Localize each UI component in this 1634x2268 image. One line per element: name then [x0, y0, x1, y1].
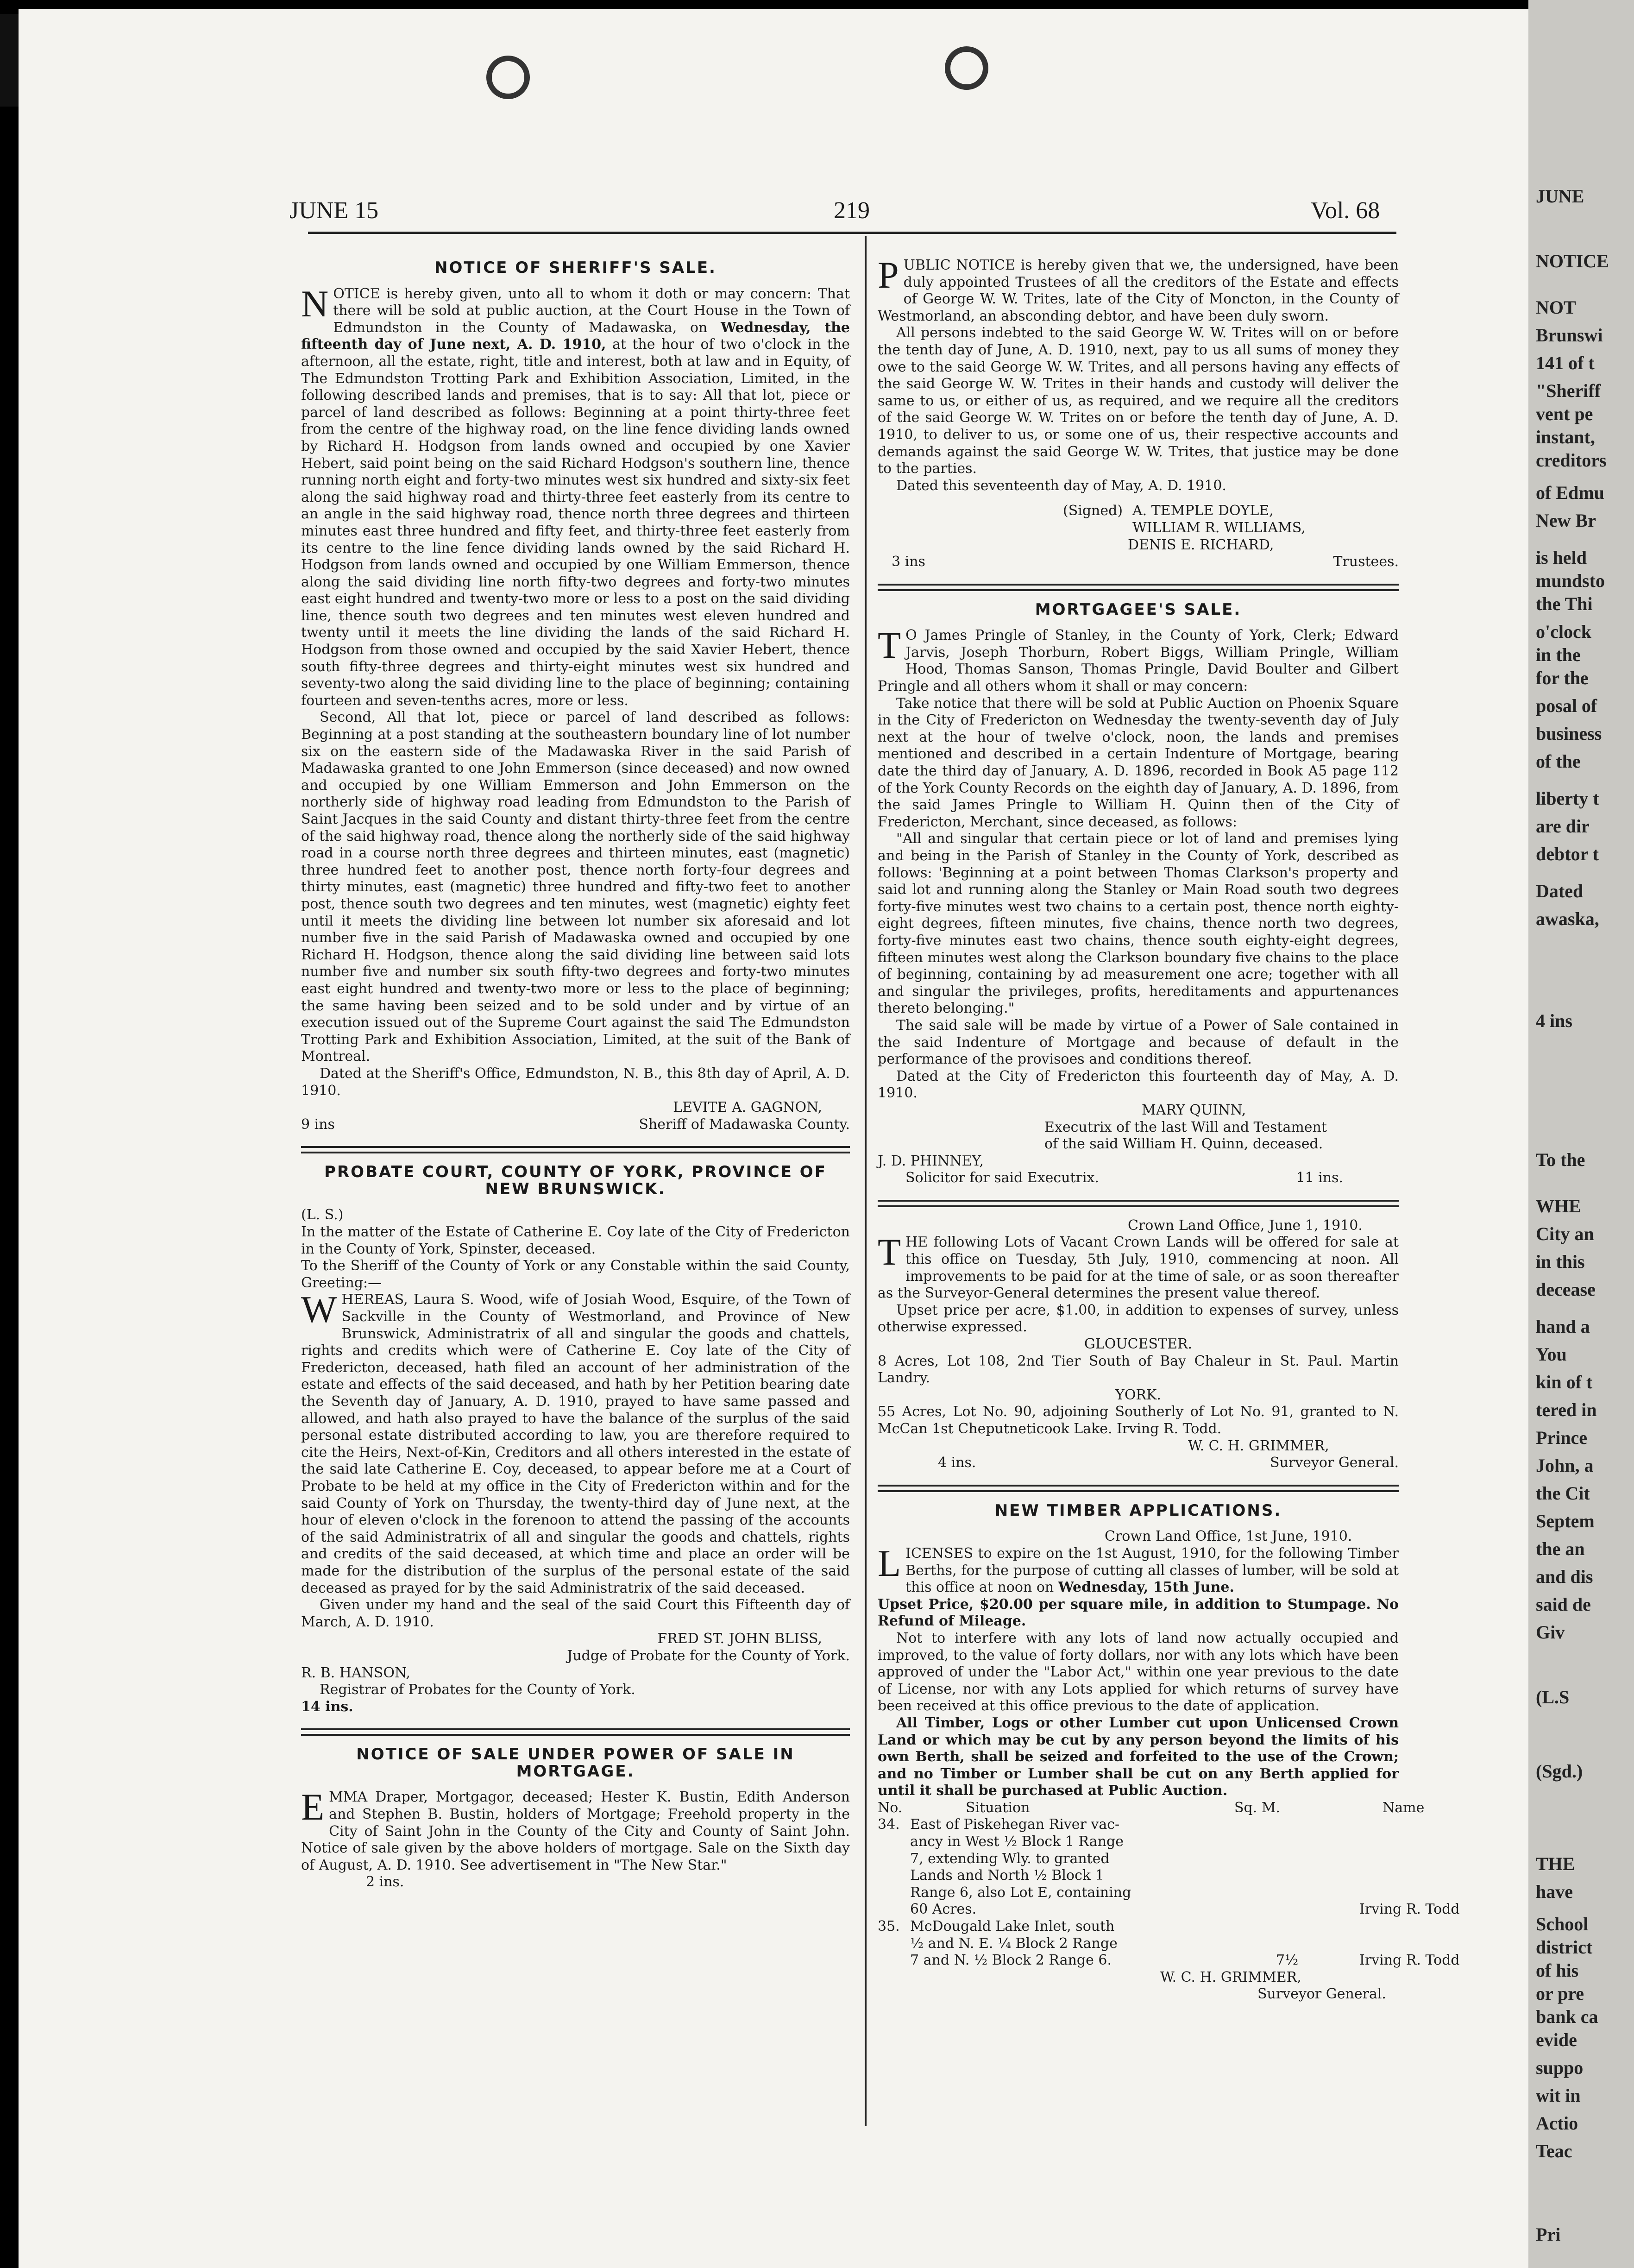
- strip-fragment: the an: [1536, 1538, 1585, 1559]
- crown-lot-2: 55 Acres, Lot No. 90, adjoining Southerly of Lot No. 91, granted to N. McCan 1st Cheputneticook Lake. Irving R. Todd.: [878, 1404, 1399, 1437]
- row-35-name: Irving R. Todd: [1359, 1952, 1460, 1969]
- strip-fragment: New Br: [1536, 510, 1596, 531]
- header-volume: Vol. 68: [1311, 197, 1380, 224]
- col-header-no: No.: [878, 1799, 903, 1816]
- column-divider: [865, 236, 867, 2126]
- timber-para-2: Not to interfere with any lots of land now actually occupied and improved, to the value of forty dollars, nor with any lots which have been approved of under the "Labor Act," within one year previous to the date of License, nor with any Lots applied for which returns of survey have been received at this office previous to the date of application.: [878, 1630, 1399, 1714]
- mortgagee-title: MORTGAGEE'S SALE.: [1035, 600, 1242, 619]
- trustee-3: DENIS E. RICHARD,: [1128, 536, 1274, 553]
- strip-fragment: business: [1536, 723, 1602, 744]
- right-column: [878, 254, 1460, 2003]
- strip-fragment: district: [1536, 1937, 1593, 1958]
- strip-fragment: and dis: [1536, 1566, 1593, 1587]
- crown-body: THE following Lots of Vacant Crown Lands will be offered for sale at this office on Tuesday, 5th July, 1910, commencing at noon. All improvements to be paid for at the time of sale, or as soon thereafter as the Surveyor-General determines the present value thereof.: [878, 1231, 1399, 1302]
- strip-fragment: "Sheriff: [1536, 380, 1601, 401]
- probate-to: To the Sheriff of the County of York or any Constable within the said County, Greeting:—: [301, 1258, 850, 1291]
- timber-warning: All Timber, Logs or other Lumber cut upon Unlicensed Crown Land or which may be cut by any person beyond the limits of his own Berth, shall be seized and forfeited to the use of the Crown; and no Timber or Lumber shall be cut on any Berth applied for until it shall be purchased at Public Auction.: [878, 1714, 1399, 1799]
- strip-fragment: THE: [1536, 1853, 1575, 1874]
- left-column: [301, 259, 850, 1891]
- trustees-label: Trustees.: [1333, 554, 1399, 570]
- timber-signer-title: Surveyor General.: [1257, 1986, 1386, 2003]
- mortgagee-solicitor: J. D. PHINNEY,: [878, 1153, 984, 1169]
- mortgagee-dated: Dated at the City of Fredericton this fourteenth day of May, A. D. 1910.: [878, 1068, 1399, 1102]
- strip-fragment: hand a: [1536, 1316, 1590, 1337]
- crown-ins: 4 ins.: [938, 1455, 976, 1471]
- strip-fragment: in the: [1536, 644, 1581, 665]
- row-34-sqm: [1197, 1816, 1318, 1918]
- strip-fragment: posal of: [1536, 695, 1597, 716]
- strip-fragment: (Sgd.): [1536, 1761, 1583, 1782]
- strip-fragment: liberty t: [1536, 788, 1599, 809]
- strip-fragment: for the: [1536, 668, 1589, 688]
- strip-fragment: vent pe: [1536, 403, 1593, 424]
- strip-fragment: or pre: [1536, 1983, 1584, 2004]
- strip-fragment: the Thi: [1536, 593, 1593, 614]
- mortgagee-para-3: "All and singular that certain piece or lot of land and premises lying and being in the Parish of Stanley in the County of York, described as follows: 'Beginning at a point between Thomas Clarkson's property and said lot and running along the Stanley or Main Road south two degrees forty-five minutes west two chains to a certain post, thence north eighty-eight degrees, fifteen minutes, five chains, thence north two degrees, forty-five minutes east two chains, thence south eighty-eight degrees, fifteen minutes west along the Clarkson boundary five chains to the place of beginning, containing by ad measurement one acre; together with all and singular the privileges, profits, hereditaments and appurtenances thereto belonging.": [878, 831, 1399, 1017]
- strip-fragment: suppo: [1536, 2057, 1584, 2078]
- strip-fragment: You: [1536, 1344, 1567, 1365]
- dropcap: W: [301, 1288, 337, 1331]
- strip-fragment: are dir: [1536, 816, 1590, 837]
- section-rule: [878, 1200, 1399, 1207]
- col-header-sqm: Sq. M.: [1234, 1799, 1281, 1816]
- mortgage-power-body: EMMA Draper, Mortgagor, deceased; Hester K. Bustin, Edith Anderson and Stephen B. Bustin, holders of Mortgage; Freehold property in the City of Saint John in the County of the City and County of Saint John. Notice of sale given by the above holders of mortgage. Sale on the Sixth day of August, A. D. 1910. See advertisement in "The New Star.": [301, 1786, 850, 1873]
- timber-body: LICENSES to expire on the 1st August, 1910, for the following Timber Berths, for the purpose of cutting all classes of lumber, will be sold at this office at noon on Wednesday, 15th June.: [878, 1542, 1399, 1596]
- strip-fragment: 4 ins: [1536, 1010, 1572, 1031]
- row-35-sqm: 7½: [1276, 1952, 1299, 1969]
- strip-fragment: of the: [1536, 751, 1581, 772]
- sheriff-office: Sheriff of Madawaska County.: [639, 1116, 850, 1133]
- strip-fragment: decease: [1536, 1279, 1596, 1300]
- signed-label: (Signed): [1063, 503, 1123, 519]
- crown-lot-1: 8 Acres, Lot 108, 2nd Tier South of Bay Chaleur in St. Paul. Martin Landry.: [878, 1353, 1399, 1386]
- strip-fragment: WHE: [1536, 1196, 1581, 1216]
- strip-fragment: NOTICE: [1536, 251, 1609, 271]
- strip-fragment: Actio: [1536, 2113, 1578, 2134]
- header-rule: [308, 232, 1396, 234]
- mortgage-power-title: NOTICE OF SALE UNDER POWER OF SALE IN MORTGAGE.: [356, 1745, 795, 1781]
- strip-fragment: John, a: [1536, 1455, 1594, 1476]
- mortgagee-para-2: Take notice that there will be sold at Public Auction on Phoenix Square in the City of Fredericton on Wednesday the twenty-seventh day of July next at the hour of twelve o'clock, noon, the lands and premises mentioned and described in a certain Indenture of Mortgage, bearing date the third day of January, A. D. 1896, recorded in Book A5 page 112 of the York County Records on the eighth day of January, A. D. 1896, from the said James Pringle to William H. Quinn then of the City of Fredericton, Merchant, since deceased, as follows:: [878, 695, 1399, 830]
- adjacent-page-strip: [1528, 0, 1634, 2268]
- row-35-no: 35.: [878, 1918, 900, 1935]
- col-header-situation: Situation: [966, 1799, 1030, 1816]
- sheriff-para-1: NOTICE is hereby given, unto all to whom it doth or may concern: That there will be sold at public auction, at the Court House in the Town of Edmundston in the County of Madawaska, on Wednesday, the fifteenth day of June next, A. D. 1910, at the hour of two o'clock in the afternoon, all the estate, right, title and interest, both at law and in Equity, of The Edmundston Trotting Park and Exhibition Association, Limited, in the following described lands and premises, that is to say: All that lot, piece or parcel of land described as follows: Beginning at a point thirty-three feet from the centre of the highway road, on the line fence dividing lands owned by Richard H. Hodgson from lands owned and occupied by one Xavier Hebert, said point being on the said Richard Hodgson's southern line, thence running north eight and forty-two minutes west six hundred and sixty-six feet along the said highway road and thirty-three feet easterly from its centre to an angle in the said highway road, thence north three degrees and thirteen minutes east three hundred and fifty feet, and thirty-three feet easterly from its centre to the line fence dividing lands owned by the said Richard H. Hodgson from lands owned and occupied by one William Emmerson, thence along the said dividing line north fifty-two degrees and forty-two minutes east eight hundred and twenty-two more or less to a post on the said dividing line, thence south two degrees and ten minutes west eleven hundred and twenty until it meets the line dividing the lands of the said Richard H. Hodgson from those owned and occupied by the said Xavier Hebert, thence south fifty-three degrees and thirty-eight minutes west six hundred and seventy-two along the said dividing line to the place of beginning; containing fourteen and seven-tenths acres, more or less.: [301, 282, 850, 709]
- strip-fragment: JUNE: [1536, 186, 1584, 207]
- mortgage-power-ins: 2 ins.: [366, 1874, 404, 1890]
- strip-fragment: of his: [1536, 1960, 1579, 1981]
- timber-upset-price: Upset Price, $20.00 per square mile, in addition to Stumpage. No Refund of Mileage.: [878, 1596, 1399, 1630]
- strip-fragment: have: [1536, 1881, 1573, 1902]
- dropcap: E: [301, 1786, 325, 1828]
- sheriff-ins: 9 ins: [301, 1116, 335, 1133]
- probate-body: WHEREAS, Laura S. Wood, wife of Josiah Wood, Esquire, of the Town of Sackville in the County of Westmorland, and Province of New Brunswick, Administratrix of all and singular the goods and chattels, rights and credits which were of Catherine E. Coy late of the City of Fredericton, deceased, hath filed an account of her administration of the estate and effects of the said deceased, and hath by her Petition bearing date the Seventh day of January, A. D. 1910, prayed to have same passed and allowed, and hath also prayed to have the balance of the surplus of the said personal estate distributed according to law, you are therefore required to cite the Heirs, Next-of-Kin, Creditors and all others interested in the estate of the said late Catherine E. Coy, deceased, to appear before me at a Court of Probate to be held at my office in the City of Fredericton within and for the said County of York on Thursday, the twenty-third day of June next, at the hour of eleven o'clock in the forenoon to attend the passing of the accounts of the said Administratrix of all and singular the goods and chattels, rights and credits of the said deceased, at which time and place an order will be made for the distribution of the surplus of the personal estate of the said deceased as prayed for by the said Administratrix of the said deceased.: [301, 1288, 850, 1596]
- crown-signer-title: Surveyor General.: [1270, 1455, 1399, 1471]
- strip-fragment: (L.S: [1536, 1687, 1570, 1707]
- trustee-1: A. TEMPLE DOYLE,: [1132, 503, 1274, 519]
- strip-fragment: Brunswi: [1536, 325, 1603, 346]
- sheriff-para-2: Second, All that lot, piece or parcel of land described as follows: Beginning at a post standing at the southeastern boundary line of lot number six on the eastern side of the Madawaska River in the said Parish of Madawaska granted to one John Emmerson (since deceased) and now owned and occupied by one William Emmerson and John Emmerson on the northerly side of highway road leading from Edmundston to the Parish of Saint Jacques in the said County and distant thirty-three feet from the centre of the said highway road, thence along the northerly side of the said highway road in a course north three degrees and thirteen minutes, east (magnetic) three hundred feet to another post, thence north forty-four degrees and thirty minutes, east (magnetic) three hundred and fifty-two feet to another post, thence south two degrees and ten minutes, west (magnetic) eighty feet until it meets the dividing line between lot number six aforesaid and lot number five in the said Parish of Madawaska owned and occupied by one Richard H. Hodgson, thence along the said dividing line between said lots number five and number six south fifty-two degrees and forty-two minutes east eight hundred and twenty-two more or less to the place of beginning; the same having been seized and to be sold under and by virtue of an execution issued out of the Supreme Court against the said The Edmundston Trotting Park and Exhibition Association, Limited, at the suit of the Bank of Montreal.: [301, 709, 850, 1065]
- section-rule: [301, 1146, 850, 1153]
- dropcap: L: [878, 1542, 901, 1584]
- strip-fragment: in this: [1536, 1251, 1585, 1272]
- row-34-name: Irving R. Todd: [1359, 1901, 1460, 1918]
- dropcap: T: [878, 624, 901, 667]
- strip-fragment: instant,: [1536, 427, 1595, 447]
- strip-fragment: evide: [1536, 2029, 1577, 2050]
- strip-fragment: said de: [1536, 1594, 1591, 1615]
- col-header-name: Name: [1383, 1799, 1425, 1816]
- strip-fragment: 141 of t: [1536, 353, 1595, 373]
- strip-fragment: Pri: [1536, 2224, 1561, 2245]
- strip-fragment: creditors: [1536, 450, 1607, 471]
- crown-price: Upset price per acre, $1.00, in addition to expenses of survey, unless otherwise expressed.: [878, 1302, 1399, 1336]
- strip-fragment: NOT: [1536, 297, 1576, 318]
- timber-table: [878, 1799, 1460, 1969]
- probate-judge: FRED ST. JOHN BLISS,: [657, 1631, 822, 1647]
- section-rule: [301, 1728, 850, 1736]
- timber-title: NEW TIMBER APPLICATIONS.: [994, 1501, 1282, 1520]
- strip-fragment: School: [1536, 1914, 1589, 1934]
- strip-fragment: debtor t: [1536, 844, 1599, 864]
- header-date: JUNE 15: [289, 197, 379, 224]
- section-rule: [878, 1485, 1399, 1492]
- probate-ins: 14 ins.: [301, 1698, 353, 1715]
- public-notice-body: PUBLIC NOTICE is hereby given that we, the undersigned, have been duly appointed Trustees of all the creditors of the Estate and effects of George W. W. Trites, late of the City of Moncton, in the County of Westmorland, an absconding debtor, and have been duly sworn.: [878, 254, 1399, 324]
- mortgagee-ins: 11 ins.: [1296, 1170, 1343, 1186]
- strip-fragment: the Cit: [1536, 1483, 1590, 1504]
- strip-fragment: mundsto: [1536, 570, 1605, 591]
- mortgagee-signer-title-2: of the said William H. Quinn, deceased.: [1044, 1136, 1323, 1153]
- strip-fragment: bank ca: [1536, 2006, 1598, 2027]
- strip-fragment: of Edmu: [1536, 482, 1604, 503]
- mortgagee-body: T O James Pringle of Stanley, in the County of York, Clerk; Edward Jarvis, Joseph Thorburn, Robert Biggs, William Pringle, William Hood, Thomas Sanson, Thomas Pringle, David Boulter and Gilbert Pringle and all others whom it shall or may concern:: [878, 624, 1399, 695]
- strip-fragment: is held: [1536, 547, 1587, 568]
- crown-signer: W. C. H. GRIMMER,: [1188, 1437, 1329, 1454]
- crown-office: Crown Land Office, June 1, 1910.: [1128, 1217, 1363, 1234]
- dropcap: N: [301, 282, 329, 325]
- strip-fragment: tered in: [1536, 1399, 1597, 1420]
- header-page-number: 219: [834, 197, 870, 224]
- probate-ls: (L. S.): [301, 1207, 344, 1223]
- dropcap: T: [878, 1231, 901, 1273]
- strip-fragment: wit in: [1536, 2085, 1581, 2106]
- strip-fragment: Giv: [1536, 1622, 1565, 1643]
- strip-fragment: kin of t: [1536, 1372, 1593, 1392]
- strip-fragment: City an: [1536, 1223, 1594, 1244]
- binding-hole: [945, 46, 988, 90]
- row-34-no: 34.: [878, 1816, 900, 1833]
- timber-signer: W. C. H. GRIMMER,: [1160, 1969, 1301, 1985]
- newspaper-page: [19, 9, 1528, 2268]
- probate-judge-title: Judge of Probate for the County of York.: [567, 1647, 850, 1664]
- section-rule: [878, 584, 1399, 591]
- strip-fragment: Dated: [1536, 881, 1584, 901]
- probate-registrar-title: Registrar of Probates for the County of York.: [320, 1682, 635, 1698]
- sheriff-signer: LEVITE A. GAGNON,: [673, 1099, 822, 1116]
- sheriff-title: NOTICE OF SHERIFF'S SALE.: [434, 258, 716, 277]
- row-34-situation: East of Piskehegan River vac- ancy in West ½ Block 1 Range 7, extending Wly. to granted Lands and North ½ Block 1 Range 6, also Lot E, containing 60 Acres.: [910, 1816, 1131, 1918]
- strip-fragment: o'clock: [1536, 621, 1591, 642]
- sheriff-dated: Dated at the Sheriff's Office, Edmundston, N. B., this 8th day of April, A. D. 1910.: [301, 1065, 850, 1099]
- probate-registrar: R. B. HANSON,: [301, 1664, 410, 1681]
- probate-title: PROBATE COURT, COUNTY OF YORK, PROVINCE OF NEW BRUNSWICK.: [324, 1163, 827, 1198]
- row-35-situation: McDougald Lake Inlet, south ½ and N. E. ¼ Block 2 Range 7 and N. ½ Block 2 Range 6.: [910, 1918, 1118, 1969]
- trustee-2: WILLIAM R. WILLIAMS,: [1132, 519, 1306, 536]
- crown-county-1: GLOUCESTER.: [1084, 1336, 1193, 1353]
- mortgagee-signer-title-1: Executrix of the last Will and Testament: [1044, 1119, 1327, 1135]
- strip-fragment: Teac: [1536, 2141, 1572, 2161]
- mortgagee-signer: MARY QUINN,: [1142, 1102, 1246, 1118]
- timber-office: Crown Land Office, 1st June, 1910.: [1105, 1528, 1352, 1545]
- strip-fragment: To the: [1536, 1149, 1585, 1170]
- strip-fragment: Prince: [1536, 1427, 1588, 1448]
- public-notice-dated: Dated this seventeenth day of May, A. D. 1910.: [896, 477, 1226, 494]
- mortgagee-solicitor-title: Solicitor for said Executrix.: [905, 1170, 1099, 1186]
- strip-fragment: awaska,: [1536, 908, 1599, 929]
- public-notice-para-2: All persons indebted to the said George W. W. Trites will on or before the tenth day of June, A. D. 1910, next, pay to us all sums of money they owe to the said George W. W. Trites, and all persons having any effects of the said George W. W. Trites in their hands and custody will deliver the same to us, or either of us, as required, and we require all the creditors of the said George W. W. Trites on or before the tenth day of June, A. D. 1910, to deliver to us, or some one of us, their respective accounts and demands against the said George W. W. Trites, that justice may be done to the parties.: [878, 325, 1399, 477]
- mortgagee-para-4: The said sale will be made by virtue of a Power of Sale contained in the said Indenture of Mortgage and because of default in the performance of the provisoes and conditions thereof.: [878, 1017, 1399, 1068]
- dropcap: P: [878, 254, 899, 296]
- crown-county-2: YORK.: [1115, 1386, 1161, 1403]
- public-notice-ins: 3 ins: [892, 554, 925, 570]
- probate-given: Given under my hand and the seal of the said Court this Fifteenth day of March, A. D. 1910.: [301, 1597, 850, 1630]
- strip-fragment: Septem: [1536, 1511, 1595, 1531]
- probate-matter: In the matter of the Estate of Catherine E. Coy late of the City of Fredericton in the County of York, Spinster, deceased.: [301, 1224, 850, 1257]
- binding-hole: [486, 56, 530, 99]
